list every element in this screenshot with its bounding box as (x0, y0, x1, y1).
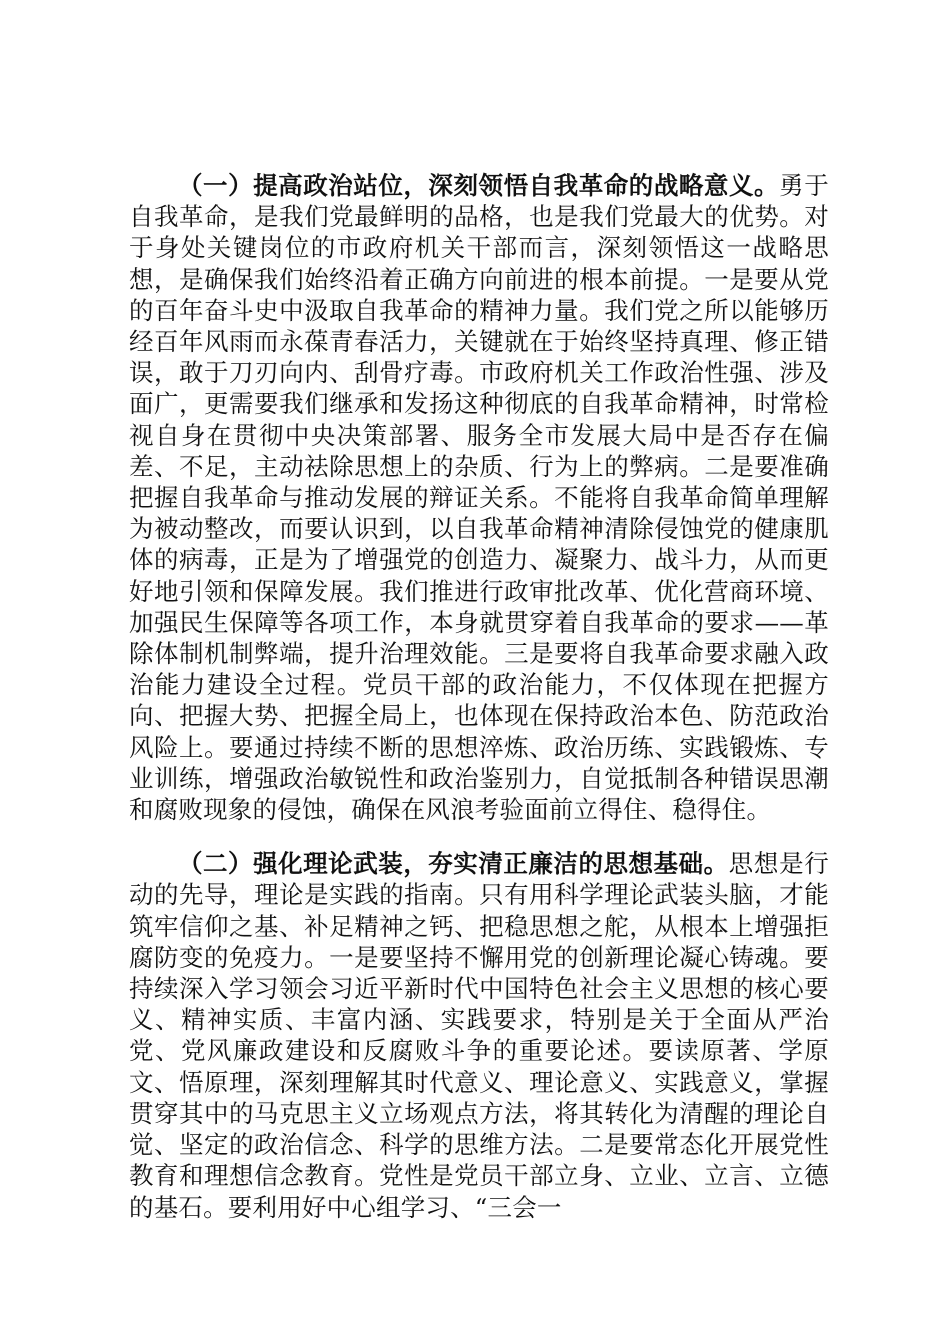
paragraph-2-text: 思想是行动的先导，理论是实践的指南。只有用科学理论武装头脑，才能筑牢信仰之基、补足精神之钙、把稳思想之舵，从根本上增强拒腐防变的免疫力。一是要坚持不懈用党的创新理论凝心铸魂。要持续深入学习领会习近平新时代中国特色社会主义思想的核心要义、精神实质、丰富内涵、实践要求，特别是关于全面从严治党、党风廉政建设和反腐败斗争的重要论述。要读原著、学原文、悟原理，深刻理解其时代意义、理论意义、实践意义，掌握贯穿其中的马克思主义立场观点方法，将其转化为清醒的理论自觉、坚定的政治信念、科学的思维方法。二是要常态化开展党性教育和理想信念教育。党性是党员干部立身、立业、立言、立德的基石。要利用好中心组学习、“三会一 (129, 849, 829, 1222)
paragraph-1 (129, 170, 829, 825)
paragraph-2-heading: （二）强化理论武装，夯实清正廉洁的思想基础。 (178, 849, 729, 879)
paragraph-2 (129, 848, 829, 1222)
paragraph-1-heading: （一）提高政治站位，深刻领悟自我革命的战略意义。 (178, 171, 780, 200)
paragraph-1-text: 勇于自我革命，是我们党最鲜明的品格，也是我们党最大的优势。对于身处关键岗位的市政府机关干部而言，深刻领悟这一战略思想，是确保我们始终沿着正确方向前进的根本前提。一是要从党的百年奋斗史中汲取自我革命的精神力量。我们党之所以能够历经百年风雨而永葆青春活力，关键就在于始终坚持真理、修正错误，敢于刀刃向内、刮骨疗毒。市政府机关工作政治性强、涉及面广，更需要我们继承和发扬这种彻底的自我革命精神，时常检视自身在贯彻中央决策部署、服务全市发展大局中是否存在偏差、不足，主动祛除思想上的杂质、行为上的弊病。二是要准确把握自我革命与推动发展的辩证关系。不能将自我革命简单理解为被动整改，而要认识到，以自我革命精神清除侵蚀党的健康肌体的病毒，正是为了增强党的创造力、凝聚力、战斗力，从而更好地引领和保障发展。我们推进行政审批改革、优化营商环境、加强民生保障等各项工作，本身就贯穿着自我革命的要求——革除体制机制弊端，提升治理效能。三是要将自我革命要求融入政治能力建设全过程。党员干部的政治能力，不仅体现在把握方向、把握大势、把握全局上，也体现在保持政治本色、防范政治风险上。要通过持续不断的思想淬炼、政治历练、实践锻炼、专业训练，增强政治敏锐性和政治鉴别力，自觉抵制各种错误思潮和腐败现象的侵蚀，确保在风浪考验面前立得住、稳得住。 (129, 171, 830, 825)
document-body (129, 170, 829, 1223)
